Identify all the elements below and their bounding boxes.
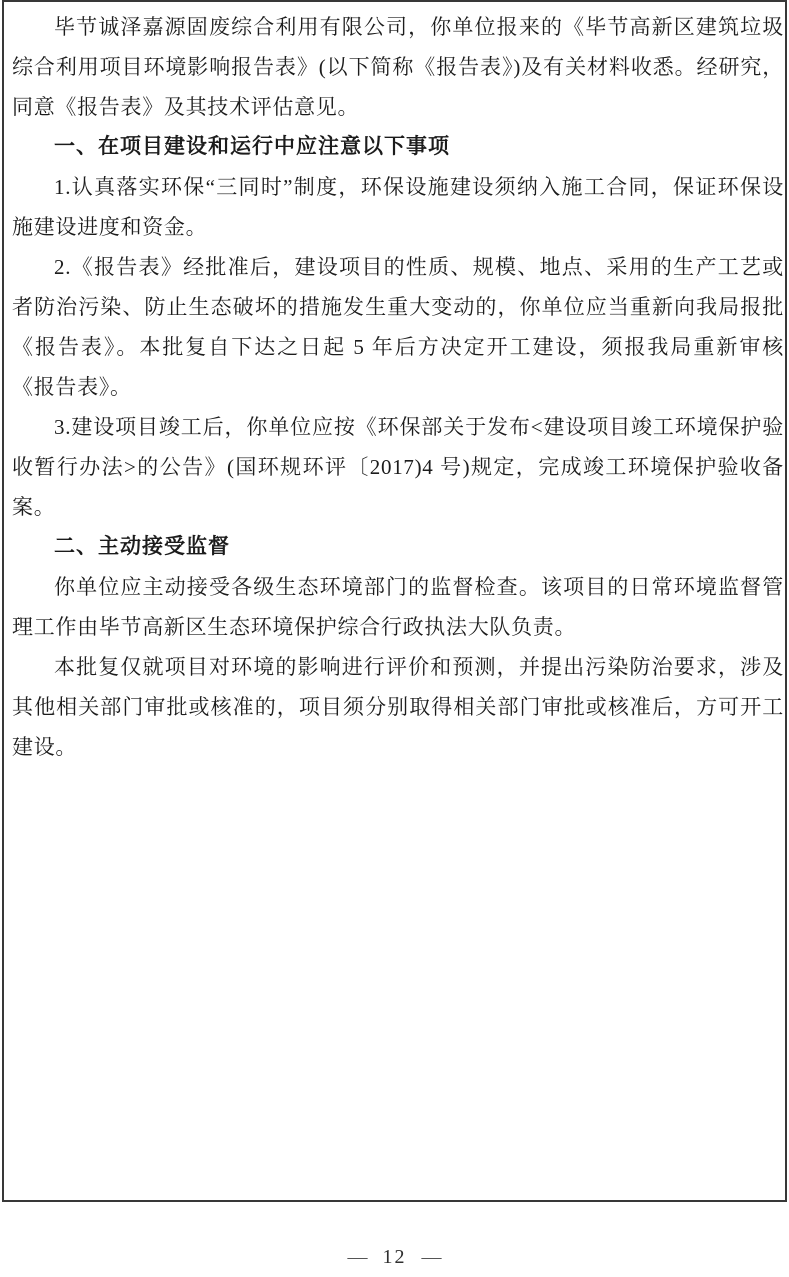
page-footer	[0, 1242, 789, 1272]
paragraph: 1.认真落实环保“三同时”制度，环保设施建设须纳入施工合同，保证环保设施建设进度和资金。	[12, 175, 784, 239]
footer-left-dash: —	[347, 1246, 368, 1268]
paragraph: 本批复仅就项目对环境的影响进行评价和预测，并提出污染防治要求，涉及其他相关部门审批或核准的，项目须分别取得相关部门审批或核准后，方可开工建设。	[12, 655, 784, 759]
footer-right-dash: —	[421, 1246, 442, 1268]
paragraph: 3.建设项目竣工后，你单位应按《环保部关于发布<建设项目竣工环境保护验收暂行办法>的公告》(国环规环评〔2017)4 号)规定，完成竣工环境保护验收备案。	[12, 415, 784, 519]
section-heading: 二、主动接受监督	[54, 535, 230, 558]
page-border-frame	[2, 0, 787, 1202]
page-number: 12	[382, 1246, 407, 1268]
paragraph: 你单位应主动接受各级生态环境部门的监督检查。该项目的日常环境监督管理工作由毕节高新区生态环境保护综合行政执法大队负责。	[12, 575, 784, 639]
paragraph: 毕节诚泽嘉源固废综合利用有限公司，你单位报来的《毕节高新区建筑垃圾综合利用项目环境影响报告表》(以下简称《报告表》)及有关材料收悉。经研究，同意《报告表》及其技术评估意见。	[12, 15, 784, 119]
section-heading: 一、在项目建设和运行中应注意以下事项	[54, 135, 450, 158]
document-body	[4, 2, 784, 767]
paragraph: 2.《报告表》经批准后，建设项目的性质、规模、地点、采用的生产工艺或者防治污染、防止生态破坏的措施发生重大变动的，你单位应当重新向我局报批《报告表》。本批复自下达之日起 5 年后方决定开工建设，须报我局重新审核《报告表》。	[12, 255, 784, 399]
